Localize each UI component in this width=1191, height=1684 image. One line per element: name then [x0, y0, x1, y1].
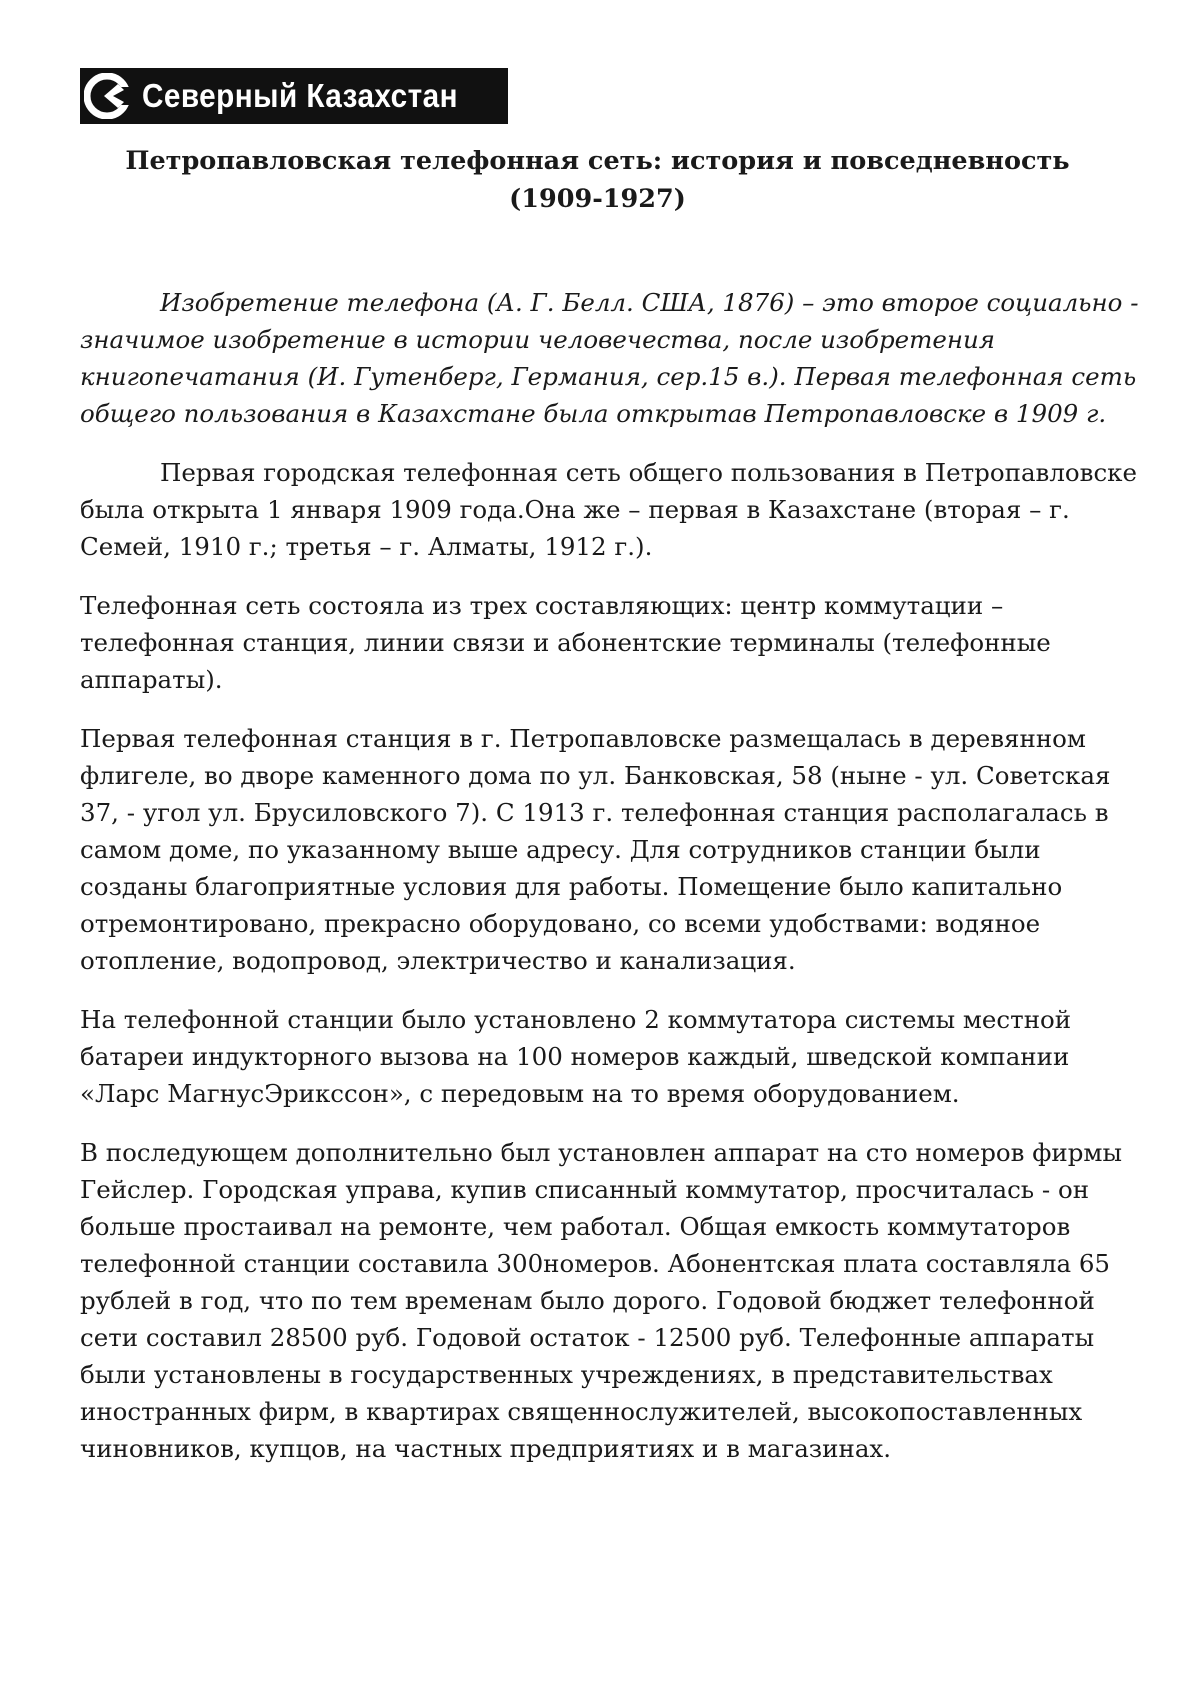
body-paragraph: В последующем дополнительно был установлен аппарат на сто номеров фирмы Гейслер. Городская управа, купив списанный коммутатор, просчиталась - он больше простаивал на ремонте, чем работал. Общая емкость коммутаторов телефонной станции составила 300номеров. Абонентская плата составляла 65 рублей в год, что по тем временам было дорого. Годовой бюджет телефонной сети составил 28500 руб. Годовой остаток - 12500 руб. Телефонные аппараты были установлены в государственных учреждениях, в представительствах иностранных фирм, в квартирах священнослужителей, высокопоставленных чиновников, купцов, на частных предприятиях и в магазинах. — [80, 1138, 1122, 1463]
title-line-1: Петропавловская телефонная сеть: история и повседневность — [125, 146, 1070, 176]
body-paragraph: На телефонной станции было установлено 2 коммутатора системы местной батареи индукторного вызова на 100 номеров каждый, шведской компании «Ларс МагнусЭрикссон», с передовым на то время оборудованием. — [80, 1005, 1072, 1108]
header-logo-bar — [80, 68, 508, 124]
page-title — [80, 142, 1115, 218]
circled-k-logo-icon — [84, 73, 130, 119]
title-line-2: (1909-1927) — [509, 184, 686, 214]
body-paragraph: Телефонная сеть состояла из трех составляющих: центр коммутации – телефонная станция, линии связи и абонентские терминалы (телефонные аппараты). — [80, 591, 1051, 694]
intro-paragraph: Изобретение телефона (А. Г. Белл. США, 1876) – это второе социально - значимое изобретение в истории человечества, после изобретения книгопечатания (И. Гутенберг, Германия, сер.15 в.). Первая телефонная сеть общего пользования в Казахстане была открытав Петропавловске в 1909 г. — [80, 288, 1139, 428]
body-paragraph: Первая городская телефонная сеть общего пользования в Петропавловске была открыта 1 января 1909 года.Она же – первая в Казахстане (вторая – г. Семей, 1910 г.; третья – г. Алматы, 1912 г.). — [80, 458, 1137, 561]
logo-text: Северный Казахстан — [142, 77, 458, 114]
article-body — [80, 284, 1140, 1489]
body-paragraph: Первая телефонная станция в г. Петропавловске размещалась в деревянном флигеле, во дворе каменного дома по ул. Банковская, 58 (ныне - ул. Советская 37, - угол ул. Брусиловского 7). С 1913 г. телефонная станция располагалась в самом доме, по указанному выше адресу. Для сотрудников станции были созданы благоприятные условия для работы. Помещение было капитально отремонтировано, прекрасно оборудовано, со всеми удобствами: водяное отопление, водопровод, электричество и канализация. — [80, 724, 1111, 975]
